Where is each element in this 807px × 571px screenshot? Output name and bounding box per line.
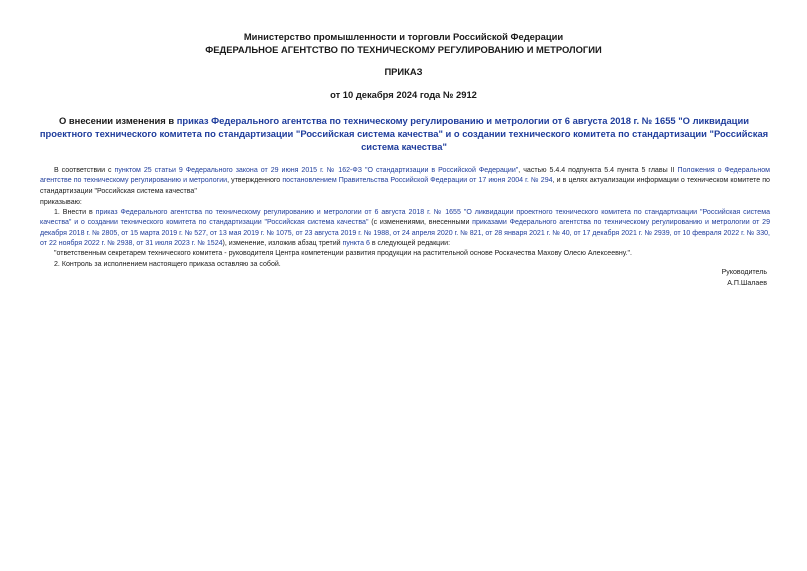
subject-prefix: О внесении изменения в <box>59 115 177 126</box>
agency-regulation-link[interactable]: Положения о Федеральном агентстве по техническому регулированию и метрологии <box>40 167 770 185</box>
amended-order-link[interactable]: приказ Федерального агентства по техническому регулированию и метрологии от 6 августа 2018 г. № 1655 "О ликвидации проектного технического комитета по стандартизации "Российская система качества" и о создании технического комитета по стандартизации "Российская система качества" <box>40 209 770 227</box>
agency-name: ФЕДЕРАЛЬНОЕ АГЕНТСТВО ПО ТЕХНИЧЕСКОМУ РЕГУЛИРОВАНИЮ И МЕТРОЛОГИИ <box>205 44 602 55</box>
subject-order-link[interactable]: приказ Федерального агентства по техническому регулированию и метрологии от 6 августа 2018 г. № 1655 "О ликвидации проектного технического комитета по стандартизации "Российская система качества" и о создании технического комитета по стандартизации "Российская система качества" <box>39 115 769 152</box>
federal-law-link[interactable]: пунктом 25 статьи 9 Федерального закона от 29 июня 2015 г. № 162-ФЗ "О стандартизации в Российской Федерации" <box>114 167 519 174</box>
paragraph-new-wording: "ответственным секретарем технического комитета - руководителя Центра компетенции развития продукции на растительной основе Роскачества Махову Олесю Алексеевну.". <box>54 250 632 257</box>
item1-text-1: 1. Внести в <box>54 209 96 216</box>
signature-name: А.П.Шалаев <box>727 280 767 287</box>
preamble-text-1: В соответствии с <box>54 167 115 174</box>
preamble-text-3: , утвержденного <box>227 177 283 185</box>
document-subject <box>34 114 774 153</box>
ministry-name: Министерство промышленности и торговли Российской Федерации <box>243 31 564 42</box>
preamble-text-4: , и в целях актуализации информации о техническом комитете по стандартизации "Российская система качества" <box>40 177 770 195</box>
item1-text-3: ), изменение, изложив абзац третий <box>222 239 343 247</box>
paragraph-order-word: приказываю: <box>40 199 82 206</box>
government-resolution-link[interactable]: постановлением Правительства Российской Федерации от 17 июня 2004 г. № 294 <box>282 177 553 185</box>
amending-orders-link[interactable]: приказами Федерального агентства по техническому регулированию и метрологии от 29 декабря 2018 г. № 2805, от 15 марта 2019 г. № 527, от 13 мая 2019 г. № 1075, от 23 августа 2019 г. № 1988, от 24 апреля 2020 г. № 821, от 28 января 2021 г. № 40, от 17 декабря 2021 г. № 2939, от 10 февраля 2022 г. № 330, от 22 ноября 2022 г. № 2938, от 31 июля 2023 г. № 1524 <box>40 219 770 247</box>
clause-6-link[interactable]: пункта 6 <box>342 239 370 247</box>
document-type: ПРИКАЗ <box>384 66 423 77</box>
paragraph-item-2: 2. Контроль за исполнением настоящего приказа оставляю за собой. <box>54 261 281 268</box>
item1-text-4: в следующей редакции: <box>369 239 451 247</box>
document-date: от 10 декабря 2024 года № 2912 <box>330 89 477 100</box>
paragraph-item-1 <box>40 208 770 249</box>
paragraph-preamble <box>40 166 770 197</box>
signature-title: Руководитель <box>721 269 767 276</box>
item1-text-2: (с изменениями, внесенными <box>368 219 473 227</box>
preamble-text-2: , частью 5.4.4 подпункта 5.4 пункта 5 главы II <box>518 167 678 174</box>
